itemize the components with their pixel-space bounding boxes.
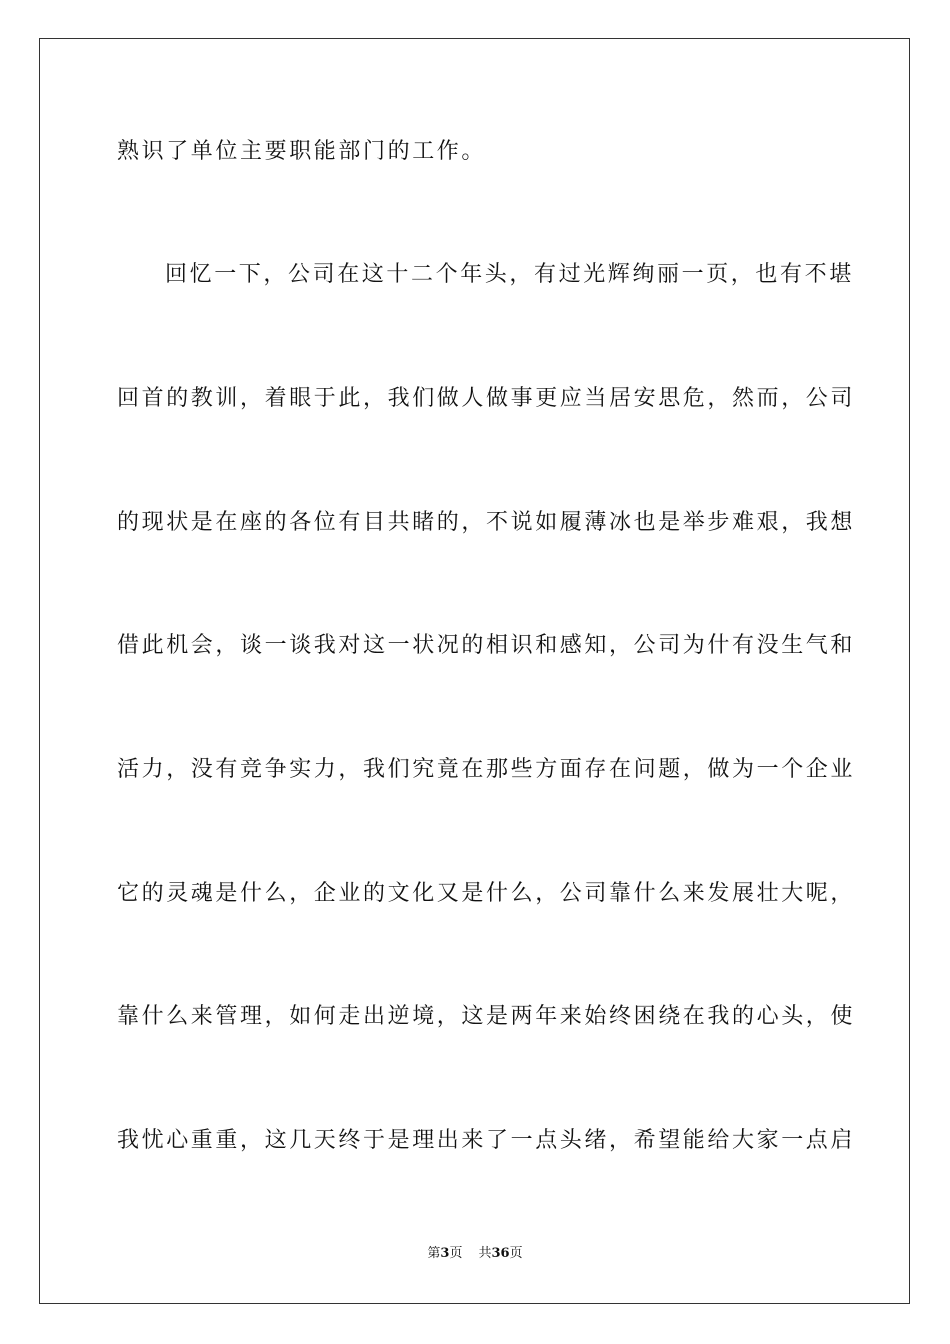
total-prefix: 共 — [478, 1246, 492, 1261]
page-suffix: 页 — [449, 1246, 463, 1261]
paragraph-line-3: 回首的教训，着眼于此，我们做人做事更应当居安思危，然而，公司 — [117, 386, 856, 411]
paragraph-line-1: 熟识了单位主要职能部门的工作。 — [117, 139, 487, 164]
paragraph-line-6: 活力，没有竞争实力，我们究竟在那些方面存在问题，做为一个企业 — [117, 757, 856, 782]
total-suffix: 页 — [509, 1246, 523, 1261]
paragraph-line-4: 的现状是在座的各位有目共睹的，不说如履薄冰也是举步难艰，我想 — [117, 510, 856, 535]
paragraph-line-9: 我忧心重重，这几天终于是理出来了一点头绪，希望能给大家一点启 — [117, 1128, 856, 1153]
paragraph-line-8: 靠什么来管理，如何走出逆境，这是两年来始终困绕在我的心头，使 — [117, 1004, 856, 1029]
page-prefix: 第 — [427, 1246, 441, 1261]
paragraph-line-7: 它的灵魂是什么，企业的文化又是什么，公司靠什么来发展壮大呢， — [117, 881, 856, 906]
paragraph-line-2: 回忆一下，公司在这十二个年头，有过光辉绚丽一页，也有不堪 — [165, 262, 854, 287]
page-number: 3 — [440, 1246, 450, 1261]
page-border — [39, 38, 910, 1304]
page-footer — [0, 1246, 950, 1262]
paragraph-line-5: 借此机会，谈一谈我对这一状况的相识和感知，公司为什有没生气和 — [117, 633, 856, 658]
total-pages: 36 — [491, 1246, 510, 1261]
